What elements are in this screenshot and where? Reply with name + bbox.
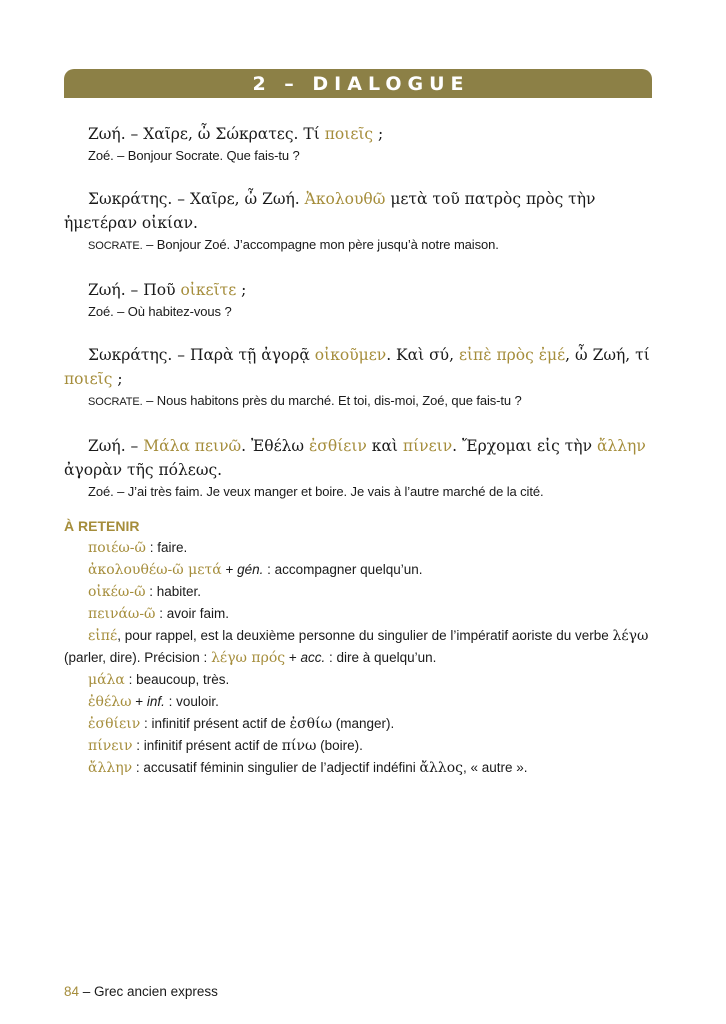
vocab-connector: +: [285, 650, 301, 665]
vocab-item: [64, 757, 656, 779]
section-title: 2 – DIALOGUE: [252, 72, 470, 95]
vocab-case: acc.: [300, 650, 326, 665]
vocab-term: ἀκολουθέω-ῶ μετά: [88, 562, 222, 578]
vocab-definition: : accompagner quelqu’un.: [263, 562, 423, 577]
greek-text: , ὦ Ζωή, τί: [565, 346, 650, 364]
vocab-term: οἰκέω-ῶ: [88, 584, 146, 600]
greek-text: ;: [373, 125, 384, 143]
vocab-definition: : avoir faim.: [155, 606, 230, 621]
vocab-greek-word: ἄλλος: [419, 760, 463, 776]
vocab-definition: : infinitif présent actif de: [132, 738, 282, 753]
greek-text: μετὰ τοῦ πατρὸς πρὸς τὴν ἡμετέραν οἰκίαν.: [64, 190, 596, 232]
vocab-term: ποιέω-ῶ: [88, 540, 146, 556]
retenir-section: [64, 516, 656, 779]
vocab-item: [64, 603, 656, 625]
greek-speaker: Σωκράτης.: [88, 346, 173, 364]
greek-highlight: ποιεῖς: [324, 125, 374, 143]
vocab-item: [64, 559, 656, 581]
greek-text: – Ποῦ: [125, 281, 181, 299]
vocab-definition: (parler, dire). Précision :: [64, 650, 212, 665]
greek-highlight: Ἀκολουθῶ: [304, 190, 386, 208]
vocab-term: πεινάω-ῶ: [88, 606, 156, 622]
retenir-heading: À RETENIR: [64, 518, 140, 534]
french-translation: [64, 482, 656, 501]
french-speaker: Zoé.: [88, 304, 114, 319]
french-text: – J’ai très faim. Je veux manger et boire. Je vais à l’autre marché de la cité.: [113, 484, 544, 499]
vocab-term: μάλα: [88, 672, 125, 688]
greek-text: – Χαῖρε, ὦ Σώκρατες. Τί: [125, 125, 325, 143]
book-title: – Grec ancien express: [79, 984, 218, 999]
vocab-definition: (boire).: [316, 738, 363, 753]
vocab-definition: : infinitif présent actif de: [140, 716, 290, 731]
french-translation: [64, 235, 656, 256]
greek-highlight: οἰκεῖτε: [180, 281, 237, 299]
vocab-definition: : beaucoup, très.: [124, 672, 230, 687]
greek-text: ;: [112, 370, 123, 388]
page-number: 84: [64, 984, 80, 999]
vocab-definition: , pour rappel, est la deuxième personne du singulier de l’impératif aoriste du verbe: [117, 628, 613, 643]
vocab-item: [64, 537, 656, 559]
greek-highlight: ποιεῖς: [64, 370, 113, 388]
greek-line: [64, 278, 656, 302]
vocab-item: [64, 669, 656, 691]
greek-speaker: Ζωή.: [88, 125, 126, 143]
greek-highlight: ἄλλην: [596, 437, 646, 455]
greek-speaker: Ζωή.: [88, 281, 126, 299]
greek-text: ;: [236, 281, 247, 299]
french-speaker: SOCRATE.: [88, 240, 143, 252]
greek-text: καὶ: [366, 437, 403, 455]
french-text: – Nous habitons près du marché. Et toi, dis-moi, Zoé, que fais-tu ?: [142, 393, 522, 408]
vocab-item: [64, 691, 656, 713]
vocab-definition: : dire à quelqu’un.: [325, 650, 437, 665]
greek-text: – Χαῖρε, ὦ Ζωή.: [172, 190, 305, 208]
greek-text: –: [125, 437, 144, 455]
greek-line: [64, 434, 656, 482]
vocab-definition: : vouloir.: [164, 694, 219, 709]
vocab-item: [64, 713, 656, 735]
vocab-greek-word: ἐσθίω: [289, 716, 332, 732]
greek-highlight: ἐσθίειν: [308, 437, 367, 455]
greek-line: [64, 122, 656, 146]
dialogue-exchange-2: [64, 187, 656, 256]
vocab-connector: +: [131, 694, 147, 709]
dialogue-exchange-4: [64, 343, 656, 412]
vocab-case: inf.: [146, 694, 165, 709]
vocab-definition: : accusatif féminin singulier de l’adjectif indéfini: [132, 760, 420, 775]
dialogue-section: [64, 122, 656, 523]
vocab-definition: , « autre ».: [463, 760, 528, 775]
vocab-definition: (manger).: [331, 716, 395, 731]
vocab-greek-word: πίνω: [281, 738, 317, 754]
vocab-case: gén.: [237, 562, 264, 577]
dialogue-exchange-3: [64, 278, 656, 321]
french-text: – Bonjour Zoé. J’accompagne mon père jusqu’à notre maison.: [142, 237, 499, 252]
greek-text: . Καὶ σύ,: [386, 346, 459, 364]
greek-highlight: Μάλα πεινῶ: [143, 437, 242, 455]
french-translation: [64, 391, 656, 412]
vocab-term: λέγω πρός: [211, 650, 286, 666]
greek-speaker: Σωκράτης.: [88, 190, 173, 208]
french-text: – Où habitez-vous ?: [113, 304, 232, 319]
greek-highlight: εἰπὲ πρὸς ἐμέ: [458, 346, 566, 364]
vocab-term: ἐσθίειν: [88, 716, 141, 732]
greek-text: ἀγορὰν τῆς πόλεως.: [64, 461, 223, 479]
page-footer: [64, 984, 218, 999]
french-translation: [64, 302, 656, 321]
greek-line: [64, 187, 656, 235]
french-speaker: SOCRATE.: [88, 396, 143, 408]
greek-line: [64, 343, 656, 391]
vocab-term: εἰπέ: [88, 628, 118, 644]
french-translation: [64, 146, 656, 165]
vocab-item: [64, 625, 656, 669]
greek-speaker: Ζωή.: [88, 437, 126, 455]
greek-text: . Ἔρχομαι εἰς τὴν: [452, 437, 597, 455]
dialogue-exchange-1: [64, 122, 656, 165]
vocab-connector: +: [221, 562, 238, 577]
vocab-greek-word: λέγω: [612, 628, 649, 644]
french-speaker: Zoé.: [88, 148, 114, 163]
section-banner: [64, 69, 652, 98]
greek-highlight: οἰκοῦμεν: [314, 346, 387, 364]
vocab-term: ἄλλην: [88, 760, 133, 776]
greek-highlight: πίνειν: [402, 437, 453, 455]
greek-text: . Ἐθέλω: [241, 437, 309, 455]
vocab-item: [64, 735, 656, 757]
french-text: – Bonjour Socrate. Que fais-tu ?: [113, 148, 300, 163]
french-speaker: Zoé.: [88, 484, 114, 499]
vocab-definition: : faire.: [145, 540, 188, 555]
dialogue-exchange-5: [64, 434, 656, 501]
vocab-definition: : habiter.: [145, 584, 202, 599]
vocab-term: ἐθέλω: [88, 694, 132, 710]
vocab-term: πίνειν: [88, 738, 133, 754]
vocab-item: [64, 581, 656, 603]
greek-text: – Παρὰ τῇ ἀγορᾷ: [172, 346, 315, 364]
